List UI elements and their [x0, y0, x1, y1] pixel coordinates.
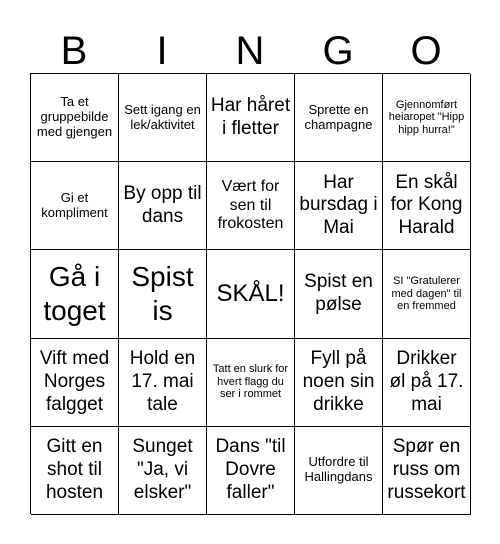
header-letter-b: B	[60, 29, 88, 73]
bingo-cell[interactable]: Gi et kompliment	[31, 162, 119, 250]
header-letter-g: G	[322, 29, 354, 73]
bingo-grid	[30, 73, 470, 514]
bingo-cell[interactable]: Dans "til Dovre faller"	[207, 427, 295, 515]
bingo-cell[interactable]: Fyll på noen sin drikke	[295, 339, 383, 427]
bingo-header	[30, 28, 470, 74]
bingo-cell[interactable]: By opp til dans	[119, 162, 207, 250]
header-letter-i: I	[156, 29, 168, 73]
bingo-cell[interactable]: Spist en pølse	[295, 250, 383, 338]
bingo-cell[interactable]: Utfordre til Hallingdans	[295, 427, 383, 515]
bingo-cell[interactable]: Sunget "Ja, vi elsker"	[119, 427, 207, 515]
header-letter-n: N	[235, 29, 265, 73]
bingo-cell[interactable]: Sett igang en lek/aktivitet	[119, 74, 207, 162]
bingo-cell[interactable]: Spist is	[119, 250, 207, 338]
bingo-cell[interactable]: Har bursdag i Mai	[295, 162, 383, 250]
bingo-cell[interactable]: Gå i toget	[31, 250, 119, 338]
bingo-cell[interactable]: Spør en russ om russekort	[383, 427, 471, 515]
bingo-cell[interactable]: Vært for sen til frokosten	[207, 162, 295, 250]
bingo-cell[interactable]: Gitt en shot til hosten	[31, 427, 119, 515]
bingo-cell[interactable]: Gjennomført heiaropet "Hipp hipp hurra!"	[383, 74, 471, 162]
bingo-cell[interactable]: Ta et gruppebilde med gjengen	[31, 74, 119, 162]
bingo-cell[interactable]: Hold en 17. mai tale	[119, 339, 207, 427]
bingo-cell[interactable]: Sprette en champagne	[295, 74, 383, 162]
bingo-cell[interactable]: SI "Gratulerer med dagen" til en fremmed	[383, 250, 471, 338]
bingo-cell[interactable]: Har håret i fletter	[207, 74, 295, 162]
bingo-cell[interactable]: En skål for Kong Harald	[383, 162, 471, 250]
bingo-cell[interactable]: Tatt en slurk for hvert flagg du ser i rommet	[207, 339, 295, 427]
free-space-cell[interactable]: SKÅL!	[207, 250, 295, 338]
bingo-cell[interactable]: Vift med Norges falgget	[31, 339, 119, 427]
header-letter-o: O	[410, 29, 442, 73]
bingo-cell[interactable]: Drikker øl på 17. mai	[383, 339, 471, 427]
